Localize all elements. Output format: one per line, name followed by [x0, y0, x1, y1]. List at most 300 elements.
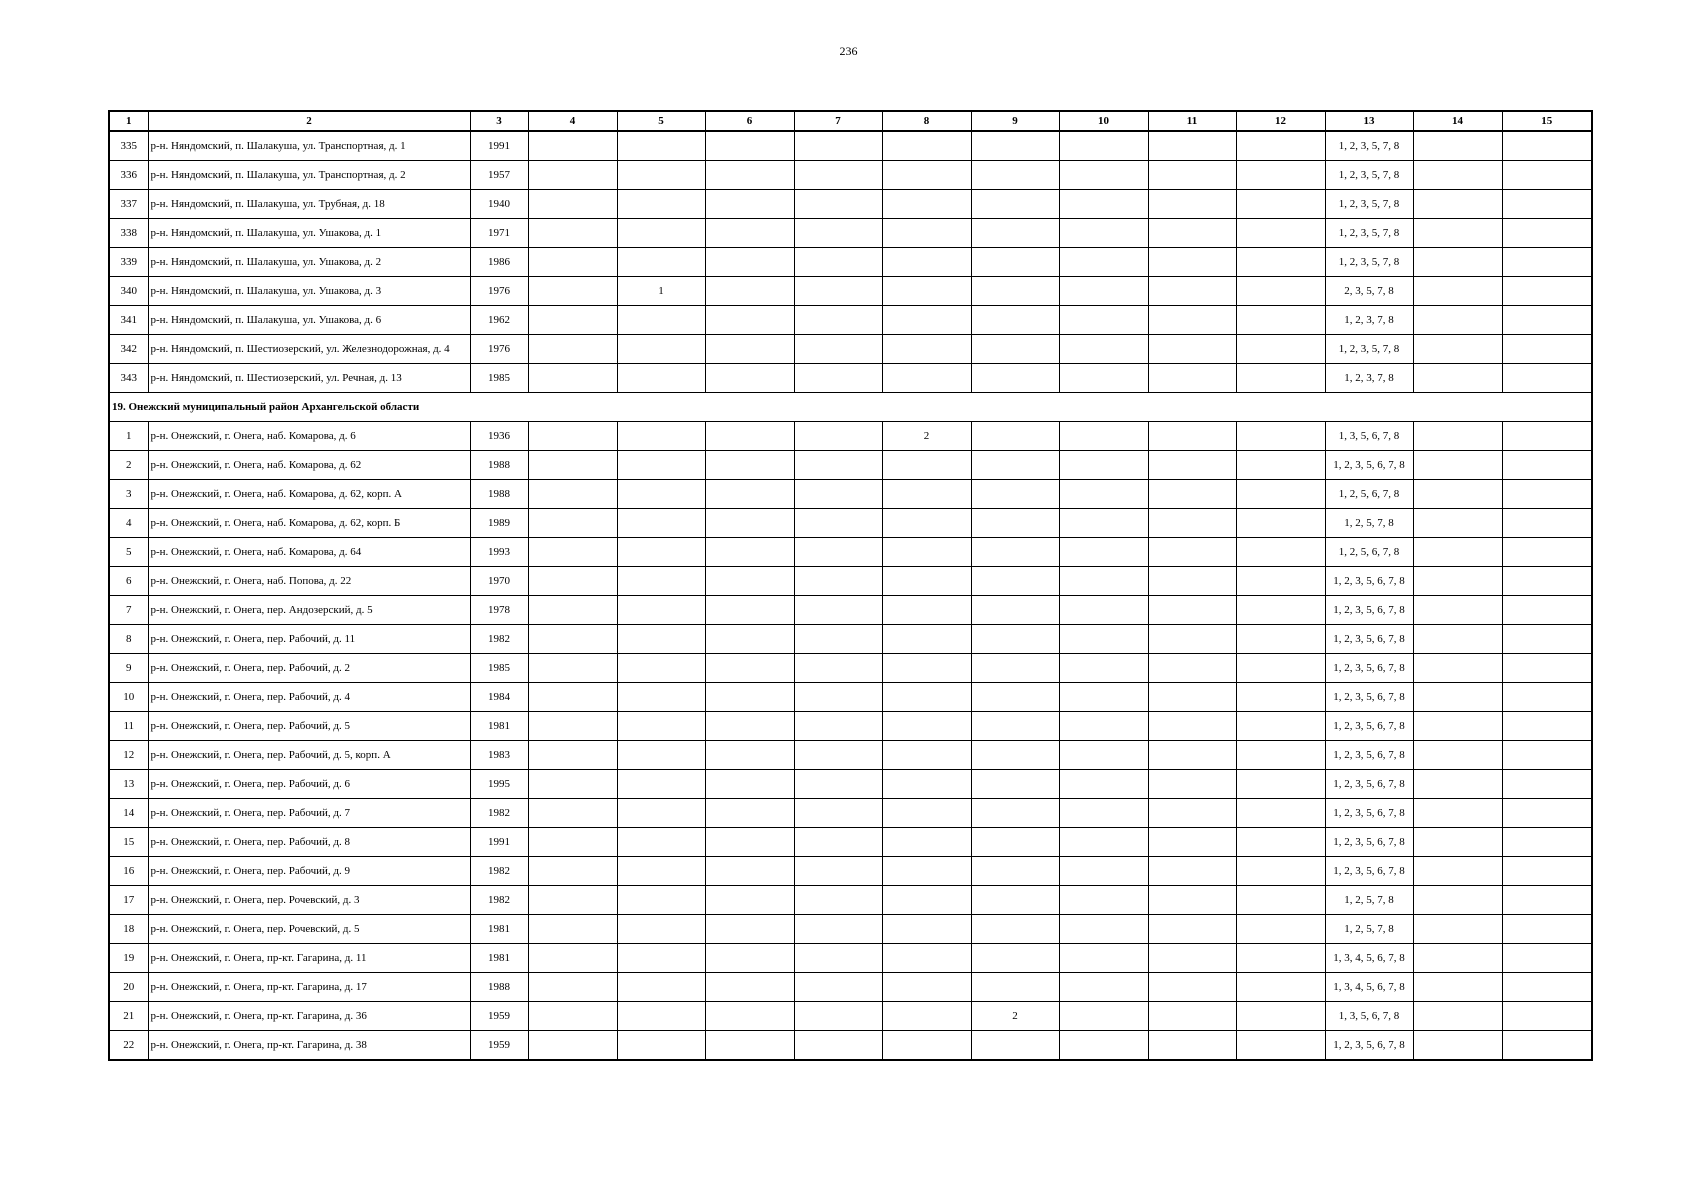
- table-row: [109, 277, 1592, 306]
- value-cell-col-4: [528, 131, 617, 161]
- value-cell-col-10: [1059, 828, 1148, 857]
- value-cell-col-8: [882, 915, 971, 944]
- value-cell-col-15: [1502, 364, 1592, 393]
- column-header-8: 8: [882, 111, 971, 131]
- value-cell-col-14: [1413, 248, 1502, 277]
- address-cell: р-н. Няндомский, п. Шалакуша, ул. Ушакова, д. 2: [148, 248, 470, 277]
- value-cell-col-4: [528, 1002, 617, 1031]
- value-cell-col-7: [794, 335, 882, 364]
- column-header-7: 7: [794, 111, 882, 131]
- value-cell-col-10: [1059, 770, 1148, 799]
- value-cell-col-10: [1059, 683, 1148, 712]
- value-cell-col-5: [617, 1031, 705, 1061]
- column-header-12: 12: [1236, 111, 1325, 131]
- value-cell-col-10: [1059, 277, 1148, 306]
- year-cell: 1982: [470, 886, 528, 915]
- address-cell: р-н. Онежский, г. Онега, пер. Рабочий, д. 8: [148, 828, 470, 857]
- value-cell-col-15: [1502, 770, 1592, 799]
- row-number-cell: 11: [109, 712, 148, 741]
- works-list-cell: 1, 2, 3, 5, 6, 7, 8: [1325, 567, 1413, 596]
- value-cell-col-9: [971, 161, 1059, 190]
- value-cell-col-6: [705, 1002, 794, 1031]
- value-cell-col-8: [882, 451, 971, 480]
- value-cell-col-14: [1413, 712, 1502, 741]
- value-cell-col-6: [705, 248, 794, 277]
- value-cell-col-11: [1148, 915, 1236, 944]
- value-cell-col-12: [1236, 509, 1325, 538]
- value-cell-col-11: [1148, 248, 1236, 277]
- table-row: [109, 886, 1592, 915]
- value-cell-col-5: [617, 625, 705, 654]
- table-row: [109, 625, 1592, 654]
- value-cell-col-10: [1059, 306, 1148, 335]
- year-cell: 1959: [470, 1002, 528, 1031]
- value-cell-col-15: [1502, 509, 1592, 538]
- table-row: [109, 828, 1592, 857]
- value-cell-col-8: [882, 567, 971, 596]
- year-cell: 1982: [470, 625, 528, 654]
- value-cell-col-4: [528, 654, 617, 683]
- value-cell-col-6: [705, 277, 794, 306]
- value-cell-col-12: [1236, 451, 1325, 480]
- address-cell: р-н. Онежский, г. Онега, пр-кт. Гагарина, д. 38: [148, 1031, 470, 1061]
- table-row: [109, 364, 1592, 393]
- column-header-2: 2: [148, 111, 470, 131]
- value-cell-col-15: [1502, 480, 1592, 509]
- row-number-cell: 15: [109, 828, 148, 857]
- row-number-cell: 21: [109, 1002, 148, 1031]
- row-number-cell: 3: [109, 480, 148, 509]
- value-cell-col-6: [705, 451, 794, 480]
- works-list-cell: 1, 2, 3, 5, 7, 8: [1325, 161, 1413, 190]
- value-cell-col-5: [617, 248, 705, 277]
- value-cell-col-11: [1148, 770, 1236, 799]
- table-row: [109, 190, 1592, 219]
- value-cell-col-15: [1502, 915, 1592, 944]
- year-cell: 1984: [470, 683, 528, 712]
- year-cell: 1995: [470, 770, 528, 799]
- value-cell-col-15: [1502, 799, 1592, 828]
- value-cell-col-14: [1413, 364, 1502, 393]
- value-cell-col-6: [705, 131, 794, 161]
- address-cell: р-н. Няндомский, п. Шалакуша, ул. Ушакова, д. 1: [148, 219, 470, 248]
- value-cell-col-12: [1236, 799, 1325, 828]
- value-cell-col-5: [617, 799, 705, 828]
- value-cell-col-11: [1148, 741, 1236, 770]
- works-list-cell: 1, 2, 3, 5, 6, 7, 8: [1325, 1031, 1413, 1061]
- value-cell-col-6: [705, 306, 794, 335]
- value-cell-col-10: [1059, 915, 1148, 944]
- value-cell-col-14: [1413, 944, 1502, 973]
- year-cell: 1985: [470, 364, 528, 393]
- value-cell-col-12: [1236, 683, 1325, 712]
- table-row: [109, 654, 1592, 683]
- works-list-cell: 1, 2, 5, 6, 7, 8: [1325, 538, 1413, 567]
- value-cell-col-14: [1413, 306, 1502, 335]
- year-cell: 1981: [470, 944, 528, 973]
- value-cell-col-10: [1059, 131, 1148, 161]
- year-cell: 1988: [470, 973, 528, 1002]
- works-list-cell: 1, 2, 3, 5, 6, 7, 8: [1325, 654, 1413, 683]
- row-number-cell: 12: [109, 741, 148, 770]
- works-list-cell: 1, 2, 3, 5, 6, 7, 8: [1325, 857, 1413, 886]
- address-cell: р-н. Онежский, г. Онега, наб. Комарова, д. 6: [148, 422, 470, 451]
- value-cell-col-6: [705, 799, 794, 828]
- row-number-cell: 14: [109, 799, 148, 828]
- value-cell-col-14: [1413, 770, 1502, 799]
- value-cell-col-4: [528, 1031, 617, 1061]
- value-cell-col-12: [1236, 1002, 1325, 1031]
- row-number-cell: 341: [109, 306, 148, 335]
- value-cell-col-7: [794, 219, 882, 248]
- value-cell-col-4: [528, 161, 617, 190]
- value-cell-col-12: [1236, 567, 1325, 596]
- value-cell-col-6: [705, 422, 794, 451]
- year-cell: 1940: [470, 190, 528, 219]
- value-cell-col-5: [617, 480, 705, 509]
- value-cell-col-15: [1502, 973, 1592, 1002]
- value-cell-col-4: [528, 828, 617, 857]
- value-cell-col-10: [1059, 1031, 1148, 1061]
- works-list-cell: 2, 3, 5, 7, 8: [1325, 277, 1413, 306]
- year-cell: 1988: [470, 451, 528, 480]
- value-cell-col-12: [1236, 828, 1325, 857]
- value-cell-col-12: [1236, 596, 1325, 625]
- value-cell-col-12: [1236, 364, 1325, 393]
- value-cell-col-12: [1236, 335, 1325, 364]
- table-row: [109, 1002, 1592, 1031]
- value-cell-col-5: [617, 857, 705, 886]
- value-cell-col-8: [882, 335, 971, 364]
- table-row: [109, 131, 1592, 161]
- works-list-cell: 1, 2, 3, 5, 6, 7, 8: [1325, 683, 1413, 712]
- value-cell-col-6: [705, 335, 794, 364]
- row-number-cell: 337: [109, 190, 148, 219]
- value-cell-col-11: [1148, 799, 1236, 828]
- value-cell-col-11: [1148, 567, 1236, 596]
- value-cell-col-4: [528, 538, 617, 567]
- table-row: [109, 248, 1592, 277]
- value-cell-col-4: [528, 683, 617, 712]
- value-cell-col-12: [1236, 654, 1325, 683]
- value-cell-col-12: [1236, 422, 1325, 451]
- year-cell: 1981: [470, 712, 528, 741]
- address-cell: р-н. Онежский, г. Онега, пер. Рочевский, д. 5: [148, 915, 470, 944]
- value-cell-col-8: [882, 741, 971, 770]
- value-cell-col-5: [617, 538, 705, 567]
- value-cell-col-10: [1059, 190, 1148, 219]
- address-cell: р-н. Онежский, г. Онега, наб. Попова, д. 22: [148, 567, 470, 596]
- section-title: 19. Онежский муниципальный район Архангельской области: [109, 393, 1592, 422]
- column-header-1: 1: [109, 111, 148, 131]
- value-cell-col-5: [617, 915, 705, 944]
- column-header-4: 4: [528, 111, 617, 131]
- row-number-cell: 342: [109, 335, 148, 364]
- value-cell-col-15: [1502, 1002, 1592, 1031]
- value-cell-col-10: [1059, 248, 1148, 277]
- value-cell-col-15: [1502, 306, 1592, 335]
- table-row: [109, 857, 1592, 886]
- value-cell-col-6: [705, 596, 794, 625]
- address-cell: р-н. Онежский, г. Онега, пр-кт. Гагарина, д. 36: [148, 1002, 470, 1031]
- value-cell-col-11: [1148, 219, 1236, 248]
- value-cell-col-12: [1236, 625, 1325, 654]
- works-list-cell: 1, 2, 5, 7, 8: [1325, 915, 1413, 944]
- value-cell-col-8: [882, 364, 971, 393]
- value-cell-col-8: [882, 683, 971, 712]
- column-header-14: 14: [1413, 111, 1502, 131]
- value-cell-col-10: [1059, 1002, 1148, 1031]
- table-row: [109, 422, 1592, 451]
- value-cell-col-15: [1502, 219, 1592, 248]
- year-cell: 1976: [470, 335, 528, 364]
- value-cell-col-8: [882, 538, 971, 567]
- value-cell-col-14: [1413, 335, 1502, 364]
- value-cell-col-5: [617, 683, 705, 712]
- value-cell-col-10: [1059, 625, 1148, 654]
- value-cell-col-8: [882, 277, 971, 306]
- value-cell-col-7: [794, 538, 882, 567]
- value-cell-col-8: [882, 828, 971, 857]
- value-cell-col-9: [971, 712, 1059, 741]
- value-cell-col-15: [1502, 712, 1592, 741]
- value-cell-col-10: [1059, 799, 1148, 828]
- value-cell-col-10: [1059, 509, 1148, 538]
- row-number-cell: 6: [109, 567, 148, 596]
- table-row: [109, 219, 1592, 248]
- address-cell: р-н. Онежский, г. Онега, пр-кт. Гагарина, д. 17: [148, 973, 470, 1002]
- value-cell-col-7: [794, 190, 882, 219]
- value-cell-col-11: [1148, 161, 1236, 190]
- value-cell-col-12: [1236, 886, 1325, 915]
- value-cell-col-9: [971, 886, 1059, 915]
- value-cell-col-6: [705, 1031, 794, 1061]
- table-row: [109, 973, 1592, 1002]
- value-cell-col-9: [971, 190, 1059, 219]
- value-cell-col-12: [1236, 857, 1325, 886]
- value-cell-col-4: [528, 857, 617, 886]
- value-cell-col-5: [617, 131, 705, 161]
- value-cell-col-14: [1413, 915, 1502, 944]
- year-cell: 1978: [470, 596, 528, 625]
- value-cell-col-5: [617, 770, 705, 799]
- row-number-cell: 22: [109, 1031, 148, 1061]
- value-cell-col-11: [1148, 422, 1236, 451]
- value-cell-col-14: [1413, 799, 1502, 828]
- value-cell-col-7: [794, 1031, 882, 1061]
- table-body: [109, 131, 1592, 1060]
- row-number-cell: 16: [109, 857, 148, 886]
- address-cell: р-н. Няндомский, п. Шалакуша, ул. Транспортная, д. 2: [148, 161, 470, 190]
- address-cell: р-н. Онежский, г. Онега, пер. Рочевский, д. 3: [148, 886, 470, 915]
- row-number-cell: 4: [109, 509, 148, 538]
- value-cell-col-8: [882, 1031, 971, 1061]
- value-cell-col-8: [882, 712, 971, 741]
- row-number-cell: 339: [109, 248, 148, 277]
- value-cell-col-6: [705, 509, 794, 538]
- value-cell-col-15: [1502, 567, 1592, 596]
- address-cell: р-н. Онежский, г. Онега, наб. Комарова, д. 62: [148, 451, 470, 480]
- value-cell-col-6: [705, 625, 794, 654]
- value-cell-col-8: 2: [882, 422, 971, 451]
- value-cell-col-5: [617, 1002, 705, 1031]
- value-cell-col-14: [1413, 654, 1502, 683]
- value-cell-col-11: [1148, 538, 1236, 567]
- value-cell-col-8: [882, 190, 971, 219]
- value-cell-col-5: [617, 451, 705, 480]
- value-cell-col-10: [1059, 161, 1148, 190]
- column-number-header-row: [109, 111, 1592, 131]
- table-row: [109, 161, 1592, 190]
- value-cell-col-4: [528, 973, 617, 1002]
- value-cell-col-14: [1413, 190, 1502, 219]
- value-cell-col-4: [528, 190, 617, 219]
- year-cell: 1981: [470, 915, 528, 944]
- value-cell-col-11: [1148, 509, 1236, 538]
- year-cell: 1957: [470, 161, 528, 190]
- value-cell-col-14: [1413, 1031, 1502, 1061]
- value-cell-col-5: [617, 161, 705, 190]
- works-list-cell: 1, 2, 3, 5, 6, 7, 8: [1325, 712, 1413, 741]
- value-cell-col-12: [1236, 480, 1325, 509]
- value-cell-col-8: [882, 625, 971, 654]
- value-cell-col-8: [882, 973, 971, 1002]
- value-cell-col-14: [1413, 741, 1502, 770]
- row-number-cell: 19: [109, 944, 148, 973]
- value-cell-col-9: [971, 596, 1059, 625]
- value-cell-col-11: [1148, 625, 1236, 654]
- value-cell-col-9: [971, 770, 1059, 799]
- year-cell: 1993: [470, 538, 528, 567]
- value-cell-col-9: [971, 828, 1059, 857]
- row-number-cell: 17: [109, 886, 148, 915]
- value-cell-col-6: [705, 538, 794, 567]
- year-cell: 1991: [470, 828, 528, 857]
- value-cell-col-15: [1502, 190, 1592, 219]
- value-cell-col-15: [1502, 248, 1592, 277]
- value-cell-col-15: [1502, 828, 1592, 857]
- value-cell-col-7: [794, 509, 882, 538]
- value-cell-col-15: [1502, 277, 1592, 306]
- value-cell-col-15: [1502, 886, 1592, 915]
- section-header-row: [109, 393, 1592, 422]
- value-cell-col-10: [1059, 857, 1148, 886]
- value-cell-col-6: [705, 219, 794, 248]
- value-cell-col-7: [794, 480, 882, 509]
- value-cell-col-10: [1059, 596, 1148, 625]
- value-cell-col-12: [1236, 712, 1325, 741]
- value-cell-col-6: [705, 190, 794, 219]
- value-cell-col-7: [794, 944, 882, 973]
- value-cell-col-11: [1148, 335, 1236, 364]
- value-cell-col-8: [882, 944, 971, 973]
- year-cell: 1989: [470, 509, 528, 538]
- value-cell-col-7: [794, 451, 882, 480]
- address-cell: р-н. Онежский, г. Онега, пер. Рабочий, д. 7: [148, 799, 470, 828]
- year-cell: 1936: [470, 422, 528, 451]
- year-cell: 1988: [470, 480, 528, 509]
- value-cell-col-9: [971, 538, 1059, 567]
- value-cell-col-4: [528, 596, 617, 625]
- value-cell-col-12: [1236, 973, 1325, 1002]
- value-cell-col-7: [794, 770, 882, 799]
- value-cell-col-12: [1236, 131, 1325, 161]
- value-cell-col-11: [1148, 886, 1236, 915]
- year-cell: 1982: [470, 799, 528, 828]
- value-cell-col-14: [1413, 538, 1502, 567]
- value-cell-col-11: [1148, 654, 1236, 683]
- address-cell: р-н. Онежский, г. Онега, наб. Комарова, д. 64: [148, 538, 470, 567]
- value-cell-col-6: [705, 712, 794, 741]
- year-cell: 1983: [470, 741, 528, 770]
- value-cell-col-9: [971, 1031, 1059, 1061]
- address-cell: р-н. Онежский, г. Онега, пер. Рабочий, д. 4: [148, 683, 470, 712]
- value-cell-col-4: [528, 509, 617, 538]
- value-cell-col-10: [1059, 741, 1148, 770]
- value-cell-col-7: [794, 857, 882, 886]
- value-cell-col-5: [617, 741, 705, 770]
- value-cell-col-9: [971, 654, 1059, 683]
- value-cell-col-8: [882, 248, 971, 277]
- works-list-cell: 1, 2, 3, 5, 6, 7, 8: [1325, 741, 1413, 770]
- value-cell-col-9: [971, 799, 1059, 828]
- value-cell-col-5: [617, 596, 705, 625]
- table-row: [109, 683, 1592, 712]
- column-header-3: 3: [470, 111, 528, 131]
- value-cell-col-8: [882, 857, 971, 886]
- value-cell-col-14: [1413, 480, 1502, 509]
- value-cell-col-7: [794, 828, 882, 857]
- value-cell-col-12: [1236, 161, 1325, 190]
- value-cell-col-14: [1413, 131, 1502, 161]
- value-cell-col-11: [1148, 480, 1236, 509]
- value-cell-col-7: [794, 422, 882, 451]
- row-number-cell: 10: [109, 683, 148, 712]
- address-cell: р-н. Онежский, г. Онега, пер. Рабочий, д. 6: [148, 770, 470, 799]
- value-cell-col-6: [705, 944, 794, 973]
- year-cell: 1982: [470, 857, 528, 886]
- address-cell: р-н. Няндомский, п. Шалакуша, ул. Трубная, д. 18: [148, 190, 470, 219]
- value-cell-col-14: [1413, 161, 1502, 190]
- value-cell-col-10: [1059, 364, 1148, 393]
- value-cell-col-7: [794, 654, 882, 683]
- value-cell-col-5: [617, 886, 705, 915]
- value-cell-col-9: [971, 683, 1059, 712]
- row-number-cell: 20: [109, 973, 148, 1002]
- value-cell-col-4: [528, 741, 617, 770]
- address-cell: р-н. Няндомский, п. Шалакуша, ул. Транспортная, д. 1: [148, 131, 470, 161]
- row-number-cell: 2: [109, 451, 148, 480]
- row-number-cell: 335: [109, 131, 148, 161]
- value-cell-col-5: [617, 306, 705, 335]
- value-cell-col-4: [528, 277, 617, 306]
- value-cell-col-4: [528, 770, 617, 799]
- works-list-cell: 1, 2, 3, 5, 6, 7, 8: [1325, 828, 1413, 857]
- value-cell-col-15: [1502, 857, 1592, 886]
- address-cell: р-н. Няндомский, п. Шалакуша, ул. Ушакова, д. 3: [148, 277, 470, 306]
- value-cell-col-6: [705, 161, 794, 190]
- value-cell-col-12: [1236, 538, 1325, 567]
- value-cell-col-14: [1413, 277, 1502, 306]
- works-list-cell: 1, 3, 5, 6, 7, 8: [1325, 422, 1413, 451]
- value-cell-col-10: [1059, 944, 1148, 973]
- works-list-cell: 1, 3, 4, 5, 6, 7, 8: [1325, 973, 1413, 1002]
- value-cell-col-9: [971, 131, 1059, 161]
- value-cell-col-8: [882, 131, 971, 161]
- value-cell-col-9: [971, 422, 1059, 451]
- value-cell-col-7: [794, 683, 882, 712]
- column-header-10: 10: [1059, 111, 1148, 131]
